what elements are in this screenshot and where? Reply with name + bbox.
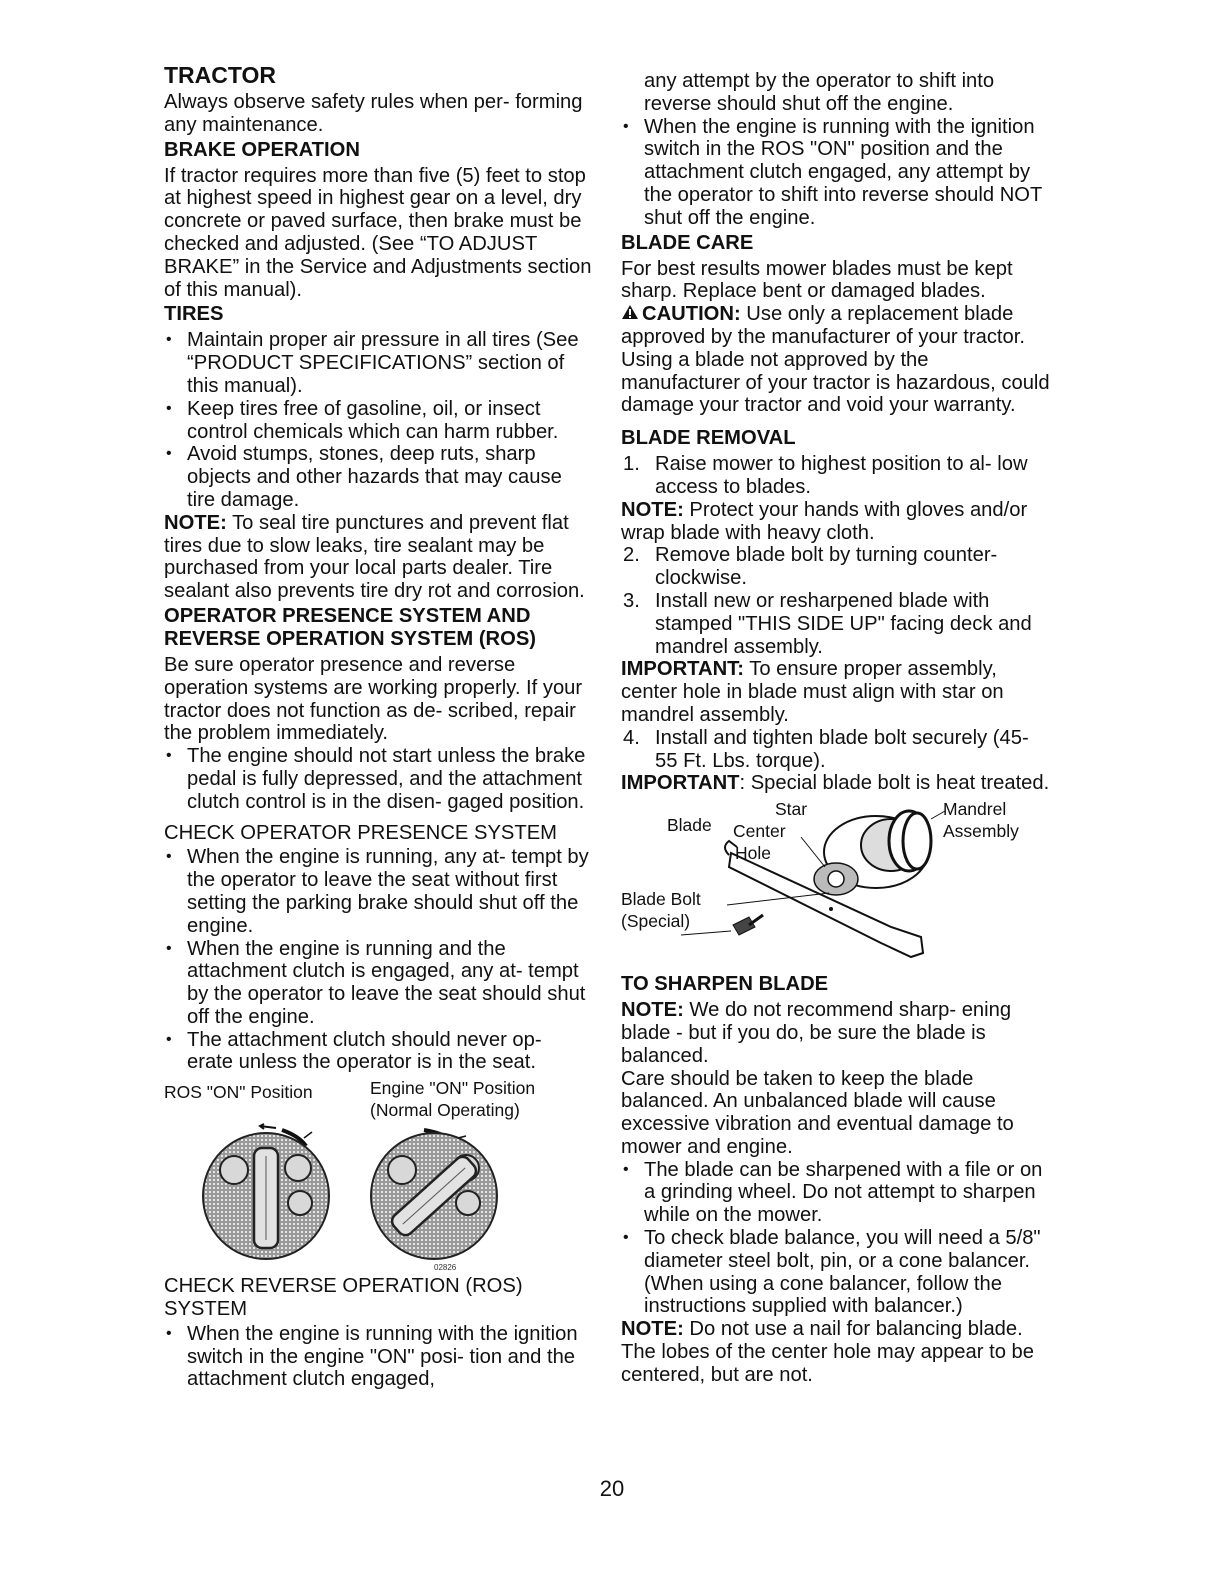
ignition-switch-figure — [164, 1078, 592, 1273]
check-ops-list — [164, 846, 592, 1074]
caution-label: CAUTION: — [642, 303, 741, 326]
blade-care-text: For best results mower blades must be kept sharp. Replace bent or damaged blades. — [621, 257, 1013, 303]
part-code: 02826 — [434, 1263, 457, 1273]
blade-removal-step1 — [621, 453, 1051, 499]
tires-note — [164, 512, 592, 603]
mandrel-label: Mandrel — [943, 799, 1007, 820]
engine-on-label: Engine "ON" Position — [370, 1078, 536, 1099]
check-ros-heading: CHECK REVERSE OPERATION (ROS) SYSTEM — [164, 1275, 523, 1321]
intro-text: Always observe safety rules when per- forming any maintenance. — [164, 91, 583, 136]
list-item: • The engine should not start unless the brake pedal is fully depressed, and the attachment clutch control is in the disen- gaged position. — [164, 745, 592, 813]
sharpen-note: NOTE: We do not recommend sharp- ening blade - but if you do, be sure the blade is balanced. — [621, 999, 1012, 1067]
removal-note: NOTE: Protect your hands with gloves and/or wrap blade with heavy cloth. — [621, 498, 1028, 544]
list-item: • The attachment clutch should never op- erate unless the operator is in the seat. — [164, 1029, 592, 1075]
tires-list — [164, 329, 592, 511]
page-number: 20 — [599, 1476, 625, 1501]
left-column — [164, 62, 592, 1391]
list-item: • When the engine is running with the ignition switch in the engine "ON" posi- tion and the attachment clutch engaged, — [164, 1323, 592, 1391]
check-ros-list — [164, 1323, 592, 1391]
list-item: • Avoid stumps, stones, deep ruts, sharp objects and other hazards that may cause tire damage. — [164, 443, 592, 511]
ops-heading: OPERATOR PRESENCE SYSTEM AND REVERSE OPERATION SYSTEM (ROS) — [164, 604, 537, 650]
important-1: IMPORTANT: To ensure proper assembly, center hole in blade must align with star on mandrel assembly. — [621, 658, 1004, 726]
list-item: • When the engine is running, any at- tempt by the operator to leave the seat without first setting the parking brake should shut off the engine. — [164, 846, 592, 937]
list-item: 1. Raise mower to highest position to al- low access to blades. — [623, 453, 1028, 498]
ros-on-label: ROS "ON" Position — [164, 1082, 313, 1103]
blade-removal-heading: BLADE REMOVAL — [621, 427, 796, 450]
caution-paragraph — [621, 303, 1051, 417]
tires-heading: TIRES — [164, 303, 224, 326]
blade-care-heading: BLADE CARE — [621, 231, 754, 254]
ops-list — [164, 745, 592, 813]
blade-label: Blade — [667, 815, 712, 836]
warning-triangle-icon — [621, 303, 639, 326]
brake-text: If tractor requires more than five (5) feet to stop at highest speed in highest gear on a level, dry concrete or paved surface, then brake must be checked and adjusted. (See “TO ADJUST BRAKE” in the Service and Adjustments section of this manual). — [164, 164, 592, 301]
right-column — [621, 70, 1051, 1387]
special-label: (Special) — [621, 911, 691, 932]
center-label: Center — [733, 821, 786, 842]
sharpen-note-2: NOTE: Do not use a nail for balancing blade. The lobes of the center hole may appear to be centered, but are not. — [621, 1318, 1034, 1386]
normal-operating-label: (Normal Operating) — [370, 1100, 520, 1121]
list-item: 3. Install new or resharpened blade with stamped "THIS SIDE UP" facing deck and mandrel assembly. — [623, 589, 1032, 658]
blade-assembly-figure — [621, 797, 1051, 967]
list-item: • To check blade balance, you will need a 5/8" diameter steel bolt, pin, or a cone balancer. (When using a cone balancer, follow the instructions supplied with balancer.) — [621, 1227, 1051, 1318]
blade-removal-steps — [621, 544, 1051, 658]
brake-heading: BRAKE OPERATION — [164, 138, 360, 161]
important-2: IMPORTANT: Special blade bolt is heat treated. — [621, 772, 1050, 795]
sharpen-text: Care should be taken to keep the blade balanced. An unbalanced blade will cause excessive vibration and eventual damage to mower and engine. — [621, 1067, 1014, 1158]
caution-text: Use only a replacement blade approved by the manufacturer of your tractor. Using a blade not approved by the manufacturer of your tractor is hazardous, could damage your tractor and void your warranty. — [621, 303, 1050, 417]
list-item: • When the engine is running and the attachment clutch is engaged, any at- tempt by the operator to leave the seat should shut off the engine. — [164, 938, 592, 1029]
continued-text: any attempt by the operator to shift into reverse should shut off the engine. — [644, 70, 995, 115]
ops-text: Be sure operator presence and reverse operation systems are working properly. If your tractor does not function as de- scribed, repair the problem immediately. — [164, 653, 583, 745]
note-label: NOTE: — [164, 511, 227, 534]
engine-switch-icon — [371, 1130, 497, 1259]
list-item: 2. Remove blade bolt by turning counter- clockwise. — [623, 544, 998, 590]
section-title: TRACTOR — [164, 62, 277, 88]
hole-label: Hole — [735, 843, 771, 864]
list-item: • When the engine is running with the ignition switch in the ROS "ON" position and the attachment clutch engaged, any attempt by the operator to shift into reverse should NOT shut off the engine. — [621, 116, 1051, 230]
blade-bolt-label: Blade Bolt — [621, 889, 701, 910]
blade-removal-step4 — [621, 727, 1051, 773]
assembly-label: Assembly — [943, 821, 1019, 842]
list-item: 4. Install and tighten blade bolt securely (45-55 Ft. Lbs. torque). — [623, 726, 1029, 772]
list-item: • The blade can be sharpened with a file or on a grinding wheel. Do not attempt to sharpen while on the mower. — [621, 1159, 1051, 1227]
list-item: • Maintain proper air pressure in all tires (See “PRODUCT SPECIFICATIONS” section of this manual). — [164, 329, 592, 397]
check-ops-heading: CHECK OPERATOR PRESENCE SYSTEM — [164, 821, 557, 844]
sharpen-heading: TO SHARPEN BLADE — [621, 973, 829, 996]
list-item: • Keep tires free of gasoline, oil, or insect control chemicals which can harm rubber. — [164, 398, 592, 444]
ros-switch-icon — [203, 1124, 329, 1259]
star-label: Star — [775, 799, 808, 820]
note-text: To seal tire punctures and prevent flat tires due to slow leaks, tire sealant may be purchased from your local parts dealer. Tire sealant also prevents tire dry rot and corrosion. — [164, 511, 585, 603]
continued-list — [621, 116, 1051, 230]
ignition-switch-drawing — [164, 1078, 594, 1273]
sharpen-list — [621, 1159, 1051, 1319]
